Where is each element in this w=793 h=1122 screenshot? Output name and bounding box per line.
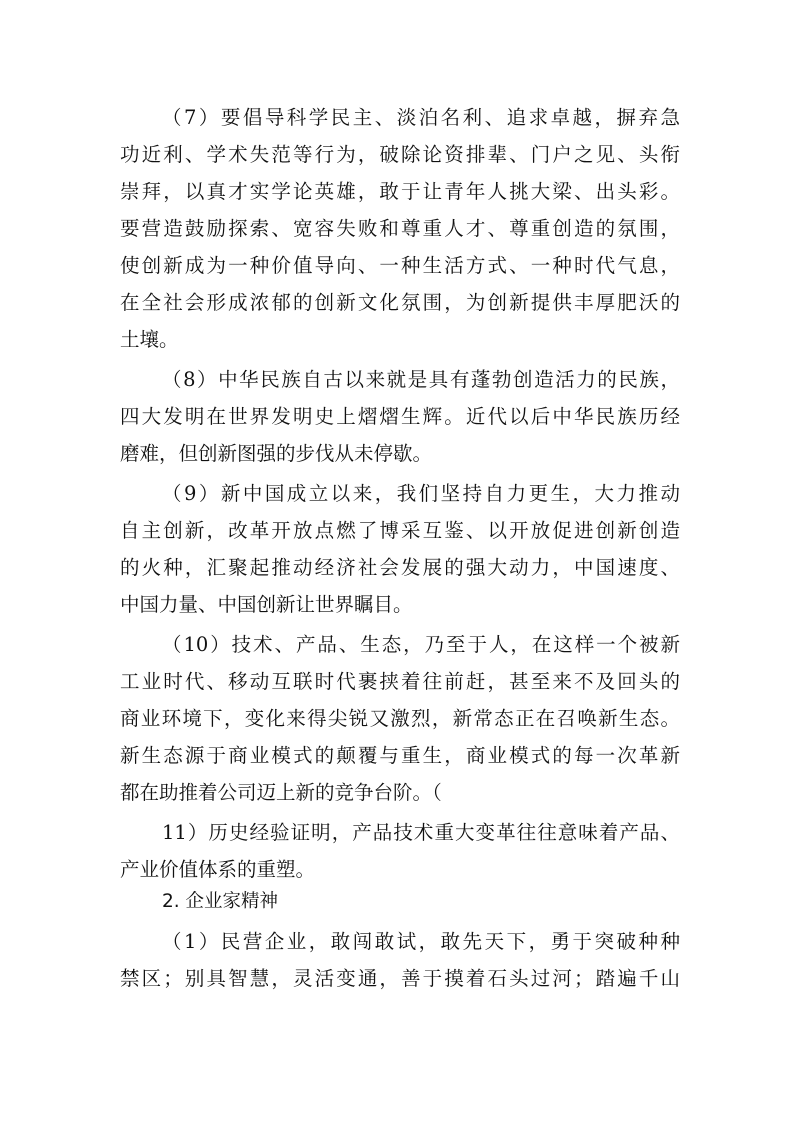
paragraph-10-line-5: 都在助推着公司迈上新的竞争台阶。（ bbox=[120, 781, 442, 804]
paragraph-8-line-1: （8）中华民族自古以来就是具有蓬勃创造活力的民族， bbox=[162, 368, 680, 391]
paragraph-7-line-4: 要营造鼓励探索、宽容失败和尊重人才、尊重创造的氛围， bbox=[120, 217, 680, 240]
paragraph-9-line-1: （9）新中国成立以来，我们坚持自力更生，大力推动 bbox=[162, 482, 680, 505]
paragraph-11-line-1: 11）历史经验证明，产品技术重大变革往往意味着产品、 bbox=[162, 821, 680, 844]
paragraph-7-line-6: 在全社会形成浓郁的创新文化氛围，为创新提供丰厚肥沃的 bbox=[120, 291, 680, 314]
paragraph-9-line-2: 自主创新，改革开放点燃了博采互鉴、以开放促进创新创造 bbox=[120, 519, 680, 542]
paragraph-10-line-1: （10）技术、产品、生态，乃至于人，在这样一个被新 bbox=[162, 633, 680, 656]
paragraph-11-line-2: 产业价值体系的重塑。 bbox=[120, 858, 316, 881]
paragraph-7-line-5: 使创新成为一种价值导向、一种生活方式、一种时代气息， bbox=[120, 254, 680, 277]
paragraph-7-line-1: （7）要倡导科学民主、淡泊名利、追求卓越，摒弃急 bbox=[162, 106, 680, 129]
paragraph-9-line-3: 的火种，汇聚起推动经济社会发展的强大动力，中国速度、 bbox=[120, 556, 680, 579]
paragraph-1-line-2: 禁区；别具智慧，灵活变通，善于摸着石头过河；踏遍千山 bbox=[120, 967, 680, 990]
paragraph-7-line-2: 功近利、学术失范等行为，破除论资排辈、门户之见、头衔 bbox=[120, 143, 680, 166]
paragraph-8-line-3: 磨难，但创新图强的步伐从未停歇。 bbox=[120, 442, 433, 465]
paragraph-7-line-7: 土壤。 bbox=[120, 328, 179, 351]
paragraph-7-line-3: 崇拜，以真才实学论英雄，敢于让青年人挑大梁、出头彩。 bbox=[120, 180, 680, 203]
paragraph-10-line-3: 商业环境下，变化来得尖锐又激烈，新常态正在召唤新生态。 bbox=[120, 707, 680, 730]
paragraph-10-line-2: 工业时代、移动互联时代裹挟着往前赶，甚至来不及回头的 bbox=[120, 670, 680, 693]
paragraph-8-line-2: 四大发明在世界发明史上熠熠生辉。近代以后中华民族历经 bbox=[120, 405, 680, 428]
paragraph-10-line-4: 新生态源于商业模式的颠覆与重生，商业模式的每一次革新 bbox=[120, 744, 680, 767]
paragraph-9-line-4: 中国力量、中国创新让世界瞩目。 bbox=[120, 593, 413, 616]
paragraph-1-line-1: （1）民营企业，敢闯敢试，敢先天下，勇于突破种种 bbox=[162, 930, 680, 953]
section-heading: 2. 企业家精神 bbox=[162, 891, 279, 912]
